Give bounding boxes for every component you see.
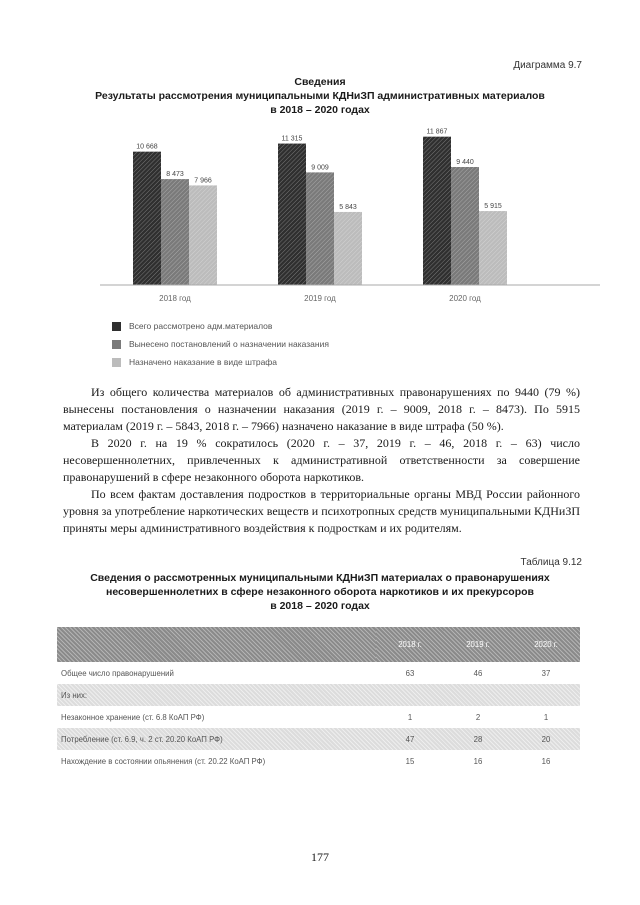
bar-value-label: 9 009: [311, 164, 329, 172]
bar-2019 год-series-1: [306, 172, 334, 285]
table-title-line-2: несовершеннолетних в сфере незаконного оборота наркотиков и их прекурсоров: [105, 586, 535, 598]
category-label: 2020 год: [449, 294, 481, 303]
cell-2020: 1: [543, 712, 549, 722]
bar-value-label: 9 440: [456, 159, 474, 166]
category-label: 2018 год: [159, 294, 191, 303]
bar-2018 год-series-2: [189, 185, 217, 285]
paragraph: В 2020 г. на 19 % сократилось (2020 г. – 37, 2019 г. – 46, 2018 г. – 63) число несовершеннолетних, привлеченных к административной ответственности за совершение правонарушений в сфере незаконного оборота наркотиков.: [63, 436, 580, 484]
legend-item-resolutions: [112, 336, 329, 352]
chart-title: [0, 75, 640, 117]
bar-value-label: 11 867: [426, 128, 448, 136]
table-header-2018: 2018 г.: [376, 627, 444, 662]
legend-item-fines: [112, 354, 329, 370]
table-row: [57, 662, 580, 684]
table-title-line-1: Сведения о рассмотренных муниципальными КДНиЗП материалах о правонарушениях: [90, 572, 550, 584]
bar-value-label: 5 843: [339, 203, 357, 211]
bar-2020 год-series-2: [479, 211, 507, 285]
bar-2020 год-series-0: [423, 137, 451, 285]
bar-value-label: 10 668: [136, 143, 158, 151]
bar-2019 год-series-0: [278, 144, 306, 285]
table-header-blank: [57, 627, 376, 662]
body-text: [63, 384, 580, 537]
bar-value-label: 5 915: [484, 203, 502, 211]
cell-2020: 37: [541, 668, 551, 678]
bar-chart: [100, 125, 600, 325]
table-title-line-3: в 2018 – 2020 годах: [270, 600, 370, 612]
cell-2019: 28: [473, 734, 483, 744]
table-row: [57, 728, 580, 750]
bar-value-label: 7 966: [194, 177, 212, 185]
table-title: [0, 571, 640, 613]
legend-label-resolutions: Вынесено постановлений о назначении наказания: [129, 339, 329, 349]
chart-legend: [112, 318, 329, 372]
bar-2019 год-series-2: [334, 212, 362, 285]
paragraph: Из общего количества материалов об административных правонарушениях по 9440 (79 %) вынесены постановления о назначении наказания (2019 г. – 9009, 2018 г. – 8473). По 5915 материалам (2019 г. – 5843, 2018 г. – 7966) назначено наказание в виде штрафа (50 %).: [63, 385, 580, 433]
row-label: Потребление (ст. 6.9, ч. 2 ст. 20.20 КоАП РФ): [61, 734, 223, 744]
legend-label-fines: Назначено наказание в виде штрафа: [129, 357, 278, 367]
page-number: 177: [311, 850, 329, 864]
cell-2018: 15: [405, 756, 415, 766]
table-header-2020: 2020 г.: [512, 627, 580, 662]
bar-value-label: 8 473: [166, 171, 184, 179]
legend-swatch-resolutions: [112, 340, 121, 349]
cell-2019: 16: [473, 756, 483, 766]
legend-item-total: [112, 318, 329, 334]
legend-swatch-fines: [112, 358, 121, 367]
row-label: Из них:: [61, 690, 88, 700]
cell-2018: 63: [405, 668, 415, 678]
row-label: Нахождение в состоянии опьянения (ст. 20.22 КоАП РФ): [61, 756, 266, 766]
row-label: Незаконное хранение (ст. 6.8 КоАП РФ): [61, 712, 205, 722]
table-header-2019: 2019 г.: [444, 627, 512, 662]
category-label: 2019 год: [304, 294, 336, 303]
cell-2018: [376, 684, 444, 706]
row-label: Общее число правонарушений: [61, 668, 174, 678]
cell-2019: 2: [475, 712, 481, 722]
chart-title-line-1: Сведения: [294, 76, 346, 88]
bar-2018 год-series-1: [161, 179, 189, 285]
table-number: Таблица 9.12: [520, 557, 582, 568]
chart-title-line-3: в 2018 – 2020 годах: [270, 104, 370, 116]
table-row: [57, 750, 580, 772]
legend-swatch-total: [112, 322, 121, 331]
cell-2019: 46: [473, 668, 483, 678]
legend-label-total: Всего рассмотрено адм.материалов: [129, 321, 273, 331]
bar-2018 год-series-0: [133, 152, 161, 285]
table-row: [57, 706, 580, 728]
cell-2020: 20: [541, 734, 551, 744]
paragraph: По всем фактам доставления подростков в территориальные органы МВД России районного уровня за употребление наркотических веществ и психотропных средств муниципальными КДНиЗП приняты меры административного воздействия к подросткам и их родителям.: [63, 487, 580, 535]
bar-value-label: 11 315: [281, 135, 303, 143]
table-row: [57, 684, 580, 706]
offenses-table: [57, 627, 580, 772]
cell-2019: [444, 684, 512, 706]
cell-2020: [512, 684, 580, 706]
bar-2020 год-series-1: [451, 167, 479, 285]
cell-2020: 16: [541, 756, 551, 766]
table-header-row: [57, 627, 580, 662]
diagram-number: Диаграмма 9.7: [513, 60, 582, 71]
cell-2018: 47: [405, 734, 415, 744]
cell-2018: 1: [407, 712, 413, 722]
chart-title-line-2: Результаты рассмотрения муниципальными КДНиЗП административных материалов: [95, 90, 545, 102]
